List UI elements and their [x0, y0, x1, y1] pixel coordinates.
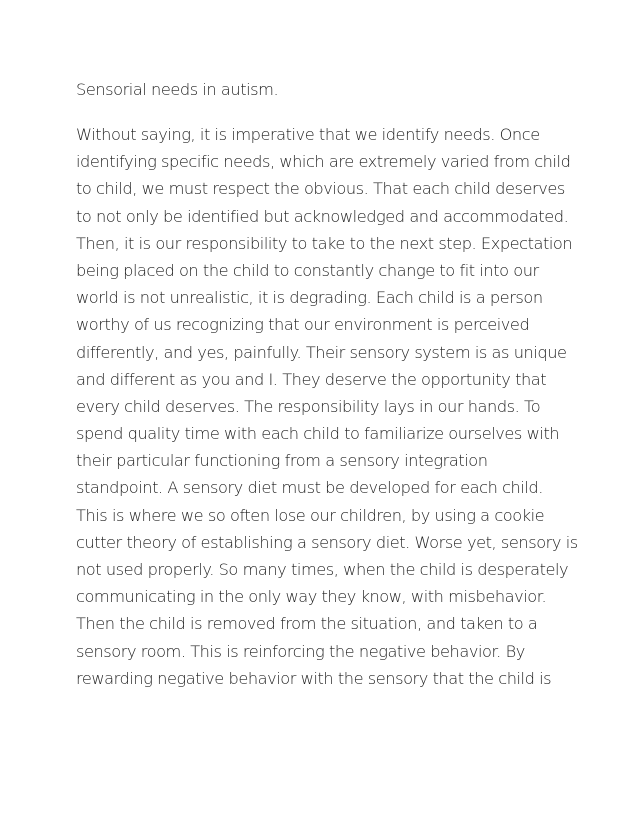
document-content — [76, 76, 576, 692]
body-line: every child deserves. The responsibility lays in our hands. To — [76, 396, 541, 416]
body-line: worthy of us recognizing that our environment is perceived — [76, 315, 530, 335]
body-line: rewarding negative behavior with the sensory that the child is — [76, 668, 552, 688]
body-line: Then the child is removed from the situation, and taken to a — [76, 614, 538, 634]
body-line: differently, and yes, painfully. Their sensory system is as unique — [76, 342, 567, 362]
body-line: their particular functioning from a sensory integration — [76, 451, 488, 471]
body-line: spend quality time with each child to familiarize ourselves with — [76, 424, 560, 444]
body-line: communicating in the only way they know, with misbehavior. — [76, 587, 547, 607]
body-line: not used properly. So many times, when the child is desperately — [76, 560, 569, 579]
body-line: Then, it is our responsibility to take to the next step. Expectation — [76, 233, 573, 253]
body-line: to not only be identified but acknowledged and accommodated. — [76, 206, 569, 226]
body-line: This is where we so often lose our children, by using a cookie — [76, 505, 545, 525]
body-line: to child, we must respect the obvious. That each child deserves — [76, 179, 565, 199]
body-line: identifying specific needs, which are extremely varied from child — [76, 152, 571, 172]
body-line: sensory room. This is reinforcing the negative behavior. By — [76, 641, 525, 661]
body-line: Without saying, it is imperative that we identify needs. Once — [76, 125, 540, 144]
body-line: cutter theory of establishing a sensory diet. Worse yet, sensory is — [76, 532, 578, 552]
body-line: and different as you and I. They deserve the opportunity that — [76, 369, 547, 389]
body-line: being placed on the child to constantly change to fit into our — [76, 260, 539, 280]
body-line: world is not unrealistic, it is degrading. Each child is a person — [76, 288, 543, 308]
document-title: Sensorial needs in autism. — [76, 80, 279, 99]
document-body — [76, 121, 576, 692]
body-line: standpoint. A sensory diet must be developed for each child. — [76, 478, 543, 498]
